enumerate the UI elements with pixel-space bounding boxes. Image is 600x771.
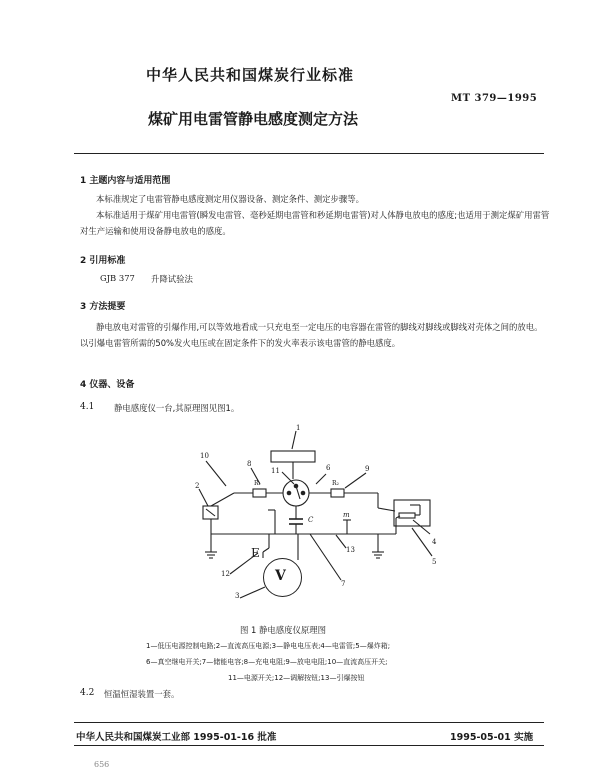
figure-label-4: 4 (432, 538, 437, 546)
item-4-2-text: 恒温恒湿装置一套。 (104, 689, 180, 699)
standard-code: MT 379—1995 (451, 93, 538, 104)
figure-label-m: m (343, 511, 350, 519)
section-2-heading: 2 引用标准 (80, 256, 126, 266)
leader-1 (292, 431, 296, 449)
figure-legend-line-1: 1—低压电源控制电路;2—直流高压电源;3—静电电压表;4—电雷管;5—爆炸箱; (146, 642, 391, 650)
leader-2 (199, 489, 208, 506)
leader-9 (345, 473, 366, 488)
section-1-heading: 1 主题内容与适用范围 (80, 176, 171, 186)
figure-legend-line-2: 6—真空继电开关;7—储能电容;8—充电电阻;9—放电电阻;10—直流高压开关; (146, 658, 388, 666)
ground-right (372, 534, 384, 558)
electric-detonator (399, 513, 415, 518)
section-1-paragraph-2: 本标准适用于煤矿用电雷管(瞬发电雷管、毫秒延期电雷管和秒延期电雷管)对人体静电放电的感度;也适用于测定煤矿用雷管对生产运输和使用设备静电放电的感度。 (80, 210, 550, 236)
figure-label-8: 8 (247, 460, 252, 468)
leader-5 (412, 528, 432, 556)
footer-rule (74, 722, 544, 723)
section-3-heading: 3 方法提要 (80, 302, 126, 312)
leader-10 (206, 461, 226, 486)
item-4-1-text: 静电感度仪一台,其原理图见图1。 (114, 403, 240, 413)
section-4-heading: 4 仪器、设备 (80, 380, 135, 390)
document-title: 煤矿用电雷管静电感度测定方法 (148, 110, 359, 128)
figure-label-10: 10 (200, 452, 209, 460)
figure-label-2: 2 (195, 482, 200, 490)
page-number: 656 (94, 760, 110, 769)
figure-label-5: 5 (432, 558, 437, 566)
leader-13 (336, 535, 346, 548)
leader-4 (413, 520, 430, 534)
figure-label-12: 12 (221, 570, 230, 578)
figure-label-11: 11 (271, 467, 280, 475)
figure-label-3: 3 (235, 592, 240, 600)
effective-date: 1995-05-01 实施 (450, 732, 534, 743)
footer-rule-bottom (74, 745, 544, 746)
figure-label-r1: R₁ (254, 480, 261, 487)
leader-3 (240, 587, 265, 598)
leader-7 (310, 534, 341, 580)
item-4-2-number: 4.2 (80, 688, 95, 698)
figure-label-c: C (308, 516, 314, 524)
relay-coil (271, 451, 315, 462)
section-3-paragraph: 静电放电对雷管的引爆作用,可以等效地看成一只充电至一定电压的电容器在雷管的脚线对脚线或脚线对壳体之间的放电。以引爆电雷管所需的50%发火电压或在固定条件下的发火率表示该电雷管的静电感度。 (80, 322, 543, 348)
figure-label-6: 6 (326, 464, 331, 472)
figure-legend-line-3: 11—电源开关;12—调解按钮;13—引爆按钮 (228, 674, 365, 682)
figure-caption: 图 1 静电感度仪原理图 (240, 625, 327, 635)
resistor-r2 (331, 489, 344, 497)
figure-label-r2: R₂ (332, 480, 339, 487)
approval-line: 中华人民共和国煤炭工业部 1995-01-16 批准 (76, 732, 277, 743)
figure-label-7: 7 (341, 580, 346, 588)
voltmeter-symbol: V (275, 568, 286, 584)
figure-label-fuse: E (251, 546, 260, 560)
figure-label-9: 9 (365, 465, 370, 473)
figure-label-1: 1 (296, 424, 301, 432)
leader-6 (316, 474, 326, 484)
item-4-1-number: 4.1 (80, 402, 95, 412)
resistor-r1 (253, 489, 266, 497)
ground-left (205, 534, 217, 558)
reference-title: 升降试验法 (151, 274, 193, 284)
section-1-paragraph-1: 本标准规定了电雷管静电感度测定用仪器设备、测定条件、测定步骤等。 (96, 194, 364, 204)
figure-label-13: 13 (346, 546, 355, 554)
standard-type: 中华人民共和国煤炭行业标准 (146, 66, 355, 84)
reference-code: GJB 377 (100, 273, 135, 283)
